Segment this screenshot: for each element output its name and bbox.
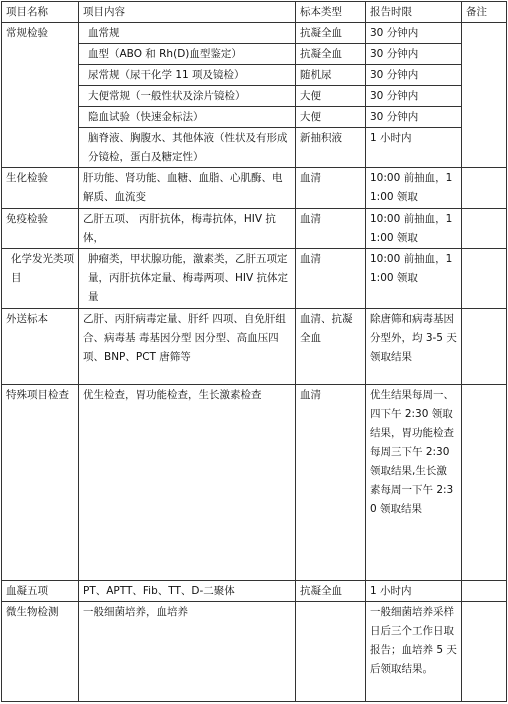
specimen-cell: 抗凝全血 [296, 23, 366, 44]
content-cell: 隐血试验（快速金标法） [79, 107, 296, 128]
time-cell: 10:00 前抽血，11:00 领取 [366, 249, 462, 309]
remarks-cell [462, 23, 507, 168]
time-cell: 一般细菌培养采样日后三个工作日取报告；血培养 5 天后领取结果。 [366, 602, 462, 702]
table-row [2, 581, 507, 602]
specimen-cell: 新抽积液 [296, 128, 366, 168]
content-cell: 乙肝五项、 丙肝抗体，梅毒抗体，HIV 抗体， [79, 209, 296, 249]
lab-report-table [1, 1, 507, 702]
time-cell: 30 分钟内 [366, 44, 462, 65]
specimen-cell: 抗凝全血 [296, 581, 366, 602]
time-cell: 除唐筛和病毒基因分型外，均 3-5 天领取结果 [366, 309, 462, 385]
remarks-cell [462, 209, 507, 249]
time-cell: 1 小时内 [366, 581, 462, 602]
time-cell: 10:00 前抽血，11:00 领取 [366, 209, 462, 249]
category-cell: 化学发光类项目 [2, 249, 79, 309]
remarks-cell [462, 385, 507, 581]
content-cell: 尿常规（尿干化学 11 项及镜检） [79, 65, 296, 86]
category-cell: 特殊项目检查 [2, 385, 79, 581]
content-cell: 血型（ABO 和 Rh(D)血型鉴定） [79, 44, 296, 65]
time-cell: 1 小时内 [366, 128, 462, 168]
time-cell: 30 分钟内 [366, 86, 462, 107]
table-row [2, 602, 507, 702]
remarks-cell [462, 581, 507, 602]
specimen-cell: 血清 [296, 249, 366, 309]
content-cell: 肿瘤类，甲状腺功能，激素类，乙肝五项定量，丙肝抗体定量、梅毒两项、HIV 抗体定量 [79, 249, 296, 309]
category-cell: 血凝五项 [2, 581, 79, 602]
content-cell: 肝功能、肾功能、血糖、血脂、心肌酶、电解质、血流变 [79, 168, 296, 209]
header-specimen-type: 标本类型 [296, 2, 366, 23]
table-row [2, 23, 507, 44]
remarks-cell [462, 249, 507, 309]
remarks-cell [462, 309, 507, 385]
header-item-content: 项目内容 [79, 2, 296, 23]
specimen-cell [296, 602, 366, 702]
header-remarks: 备注 [462, 2, 507, 23]
specimen-cell: 大便 [296, 107, 366, 128]
time-cell: 10:00 前抽血，11:00 领取 [366, 168, 462, 209]
time-cell: 30 分钟内 [366, 65, 462, 86]
category-cell: 微生物检测 [2, 602, 79, 702]
specimen-cell: 抗凝全血 [296, 44, 366, 65]
table-row [2, 168, 507, 209]
content-cell: 乙肝、丙肝病毒定量、肝纤 四项、自免肝组合、病毒基 毒基因分型 因分型、高血压四项、BNP、PCT 唐筛等 [79, 309, 296, 385]
time-cell: 30 分钟内 [366, 23, 462, 44]
remarks-cell [462, 602, 507, 702]
category-cell: 生化检验 [2, 168, 79, 209]
content-cell: 脑脊液、胸腹水、其他体液（性状及有形成分镜检，蛋白及糖定性） [79, 128, 296, 168]
specimen-cell: 大便 [296, 86, 366, 107]
specimen-cell: 血清 [296, 385, 366, 581]
category-cell: 免疫检验 [2, 209, 79, 249]
header-row [2, 2, 507, 23]
content-cell: 大便常规（一般性状及涂片镜检） [79, 86, 296, 107]
specimen-cell: 血清 [296, 209, 366, 249]
specimen-cell: 血清、抗凝全血 [296, 309, 366, 385]
time-cell: 30 分钟内 [366, 107, 462, 128]
remarks-cell [462, 168, 507, 209]
table-row [2, 249, 507, 309]
table-row [2, 209, 507, 249]
category-cell: 外送标本 [2, 309, 79, 385]
time-cell: 优生结果每周一、四下午 2:30 领取结果，胃功能检查每周三下午 2:30 领取结果,生长激素每周一下午 2:30 领取结果 [366, 385, 462, 581]
header-report-time: 报告时限 [366, 2, 462, 23]
content-cell: PT、APTT、Fib、TT、D-二聚体 [79, 581, 296, 602]
category-cell: 常规检验 [2, 23, 79, 168]
content-cell: 一般细菌培养，血培养 [79, 602, 296, 702]
table-row [2, 309, 507, 385]
header-item-name: 项目名称 [2, 2, 79, 23]
specimen-cell: 随机尿 [296, 65, 366, 86]
content-cell: 优生检查，胃功能检查，生长激素检查 [79, 385, 296, 581]
table-row [2, 385, 507, 581]
specimen-cell: 血清 [296, 168, 366, 209]
content-cell: 血常规 [79, 23, 296, 44]
